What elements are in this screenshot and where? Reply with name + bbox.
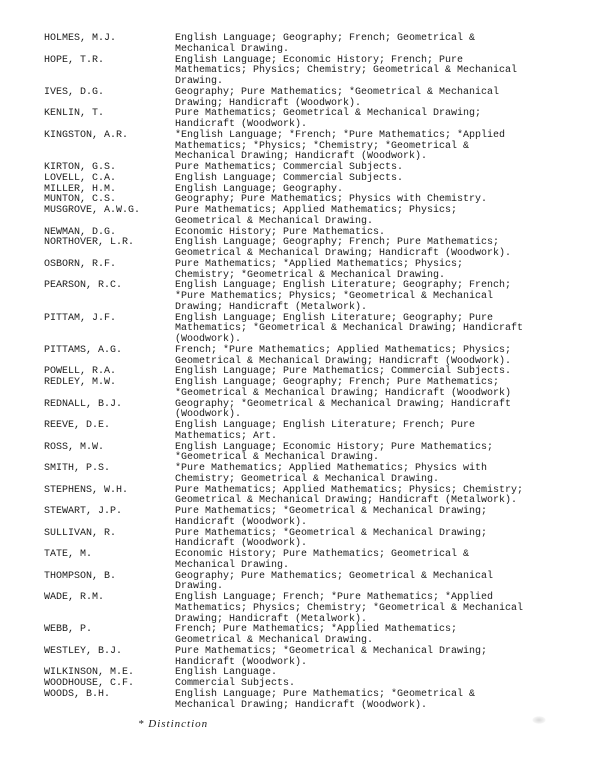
student-name: REDNALL, B.J. <box>44 398 123 410</box>
list-item <box>44 109 564 131</box>
subject-list: Pure Mathematics; Applied Mathematics; Physics; Geometrical & Mechanical Drawing. <box>175 205 458 227</box>
list-item <box>44 572 564 594</box>
list-item <box>44 88 564 110</box>
results-list <box>44 34 564 711</box>
subject-list: Economic History; Pure Mathematics; Geometrical & Mechanical Drawing. <box>175 549 470 571</box>
subject-list: English Language; Economic History; French; Pure Mathematics; Physics; Chemistry; Geometrical & Mechanical Drawing. <box>175 54 518 87</box>
subject-list: Pure Mathematics; *Geometrical & Mechanical Drawing; Handicraft (Woodwork). <box>175 527 488 550</box>
list-item <box>44 34 564 56</box>
student-name: NORTHOVER, L.R. <box>44 237 135 249</box>
student-name: KIRTON, G.S. <box>44 162 117 173</box>
student-name: TATE, M. <box>44 549 93 560</box>
list-item <box>44 443 564 465</box>
list-item <box>44 464 564 486</box>
student-name: WESTLEY, B.J. <box>44 645 123 657</box>
student-name: MUSGROVE, A.W.G. <box>44 205 141 216</box>
subject-list: Geography; Pure Mathematics; Physics with Chemistry. <box>175 194 488 206</box>
student-name: MUNTON, C.S. <box>44 194 117 206</box>
list-item <box>44 400 564 422</box>
student-name: WOODHOUSE, C.F. <box>44 678 135 689</box>
list-item <box>44 593 564 625</box>
student-name: STEWART, J.P. <box>44 506 123 517</box>
list-item <box>44 346 564 368</box>
student-name: OSBORN, R.F. <box>44 258 117 270</box>
subject-list: Geography; Pure Mathematics; Geometrical & Mechanical Drawing. <box>175 570 494 593</box>
subject-list: English Language; Pure Mathematics; Commercial Subjects. <box>175 366 512 378</box>
subject-list: *English Language; *French; *Pure Mathematics; *Applied Mathematics; *Physics; *Chemistry; *Geometrical & Mechanical Drawing; Handicraft (Woodwork). <box>175 129 506 163</box>
student-name: ROSS, M.W. <box>44 441 105 453</box>
list-item <box>44 131 564 163</box>
list-item <box>44 314 564 346</box>
list-item <box>44 529 564 551</box>
list-item <box>44 625 564 647</box>
student-name: HOLMES, M.J. <box>44 33 117 44</box>
student-name: STEPHENS, W.H. <box>44 484 129 496</box>
student-name: SMITH, P.S. <box>44 463 111 474</box>
subject-list: Pure Mathematics; Geometrical & Mechanical Drawing; Handicraft (Woodwork). <box>175 108 482 130</box>
student-name: WADE, R.M. <box>44 592 105 603</box>
student-name: REDLEY, M.W. <box>44 377 117 388</box>
subject-list: Commercial Subjects. <box>175 678 296 689</box>
subject-list: Pure Mathematics; Applied Mathematics; Physics; Chemistry; Geometrical & Mechanical Drawing; Handicraft (Metalwork). <box>175 484 524 507</box>
student-name: WOODS, B.H. <box>44 688 111 700</box>
distinction-footnote: * Distinction <box>138 718 209 730</box>
list-item <box>44 421 564 443</box>
student-name: MILLER, H.M. <box>44 183 117 195</box>
subject-list: Pure Mathematics; Commercial Subjects. <box>175 162 404 173</box>
paper-smudge <box>532 716 546 724</box>
student-name: PEARSON, R.C. <box>44 280 123 292</box>
list-item <box>44 507 564 529</box>
student-name: KENLIN, T. <box>44 108 105 120</box>
subject-list: English Language; English Literature; Geography; Pure Mathematics; *Geometrical & Mechanical Drawing; Handicraft (Woodwork). <box>175 312 524 345</box>
subject-list: English Language; Geography; French; Geometrical & Mechanical Drawing. <box>175 33 476 55</box>
subject-list: English Language; Geography; French; Pure Mathematics; *Geometrical & Mechanical Drawing; Handicraft (Woodwork) <box>175 377 512 399</box>
student-name: NEWMAN, D.G. <box>44 226 117 238</box>
student-name: POWELL, R.A. <box>44 366 117 378</box>
subject-list: Pure Mathematics; *Geometrical & Mechanical Drawing; Handicraft (Woodwork). <box>175 645 488 668</box>
subject-list: French; Pure Mathematics; *Applied Mathematics; Geometrical & Mechanical Drawing. <box>175 624 458 646</box>
list-item <box>44 56 564 88</box>
student-name: SULLIVAN, R. <box>44 527 117 539</box>
subject-list: English Language; English Literature; Geography; French; *Pure Mathematics; Physics; *Geometrical & Mechanical Drawing; Handicraft (Metalwork). <box>175 280 512 313</box>
subject-list: English Language; English Literature; French; Pure Mathematics; Art. <box>175 420 476 442</box>
list-item <box>44 647 564 669</box>
subject-list: *Pure Mathematics; Applied Mathematics; Physics with Chemistry; Geometrical & Mechanical Drawing. <box>175 463 488 485</box>
student-name: WILKINSON, M.E. <box>44 667 135 679</box>
student-name: HOPE, T.R. <box>44 54 105 66</box>
list-item <box>44 260 564 282</box>
list-item <box>44 690 564 712</box>
student-name: REEVE, D.E. <box>44 420 111 431</box>
subject-list: Economic History; Pure Mathematics. <box>175 226 386 238</box>
student-name: IVES, D.G. <box>44 86 105 98</box>
list-item <box>44 206 564 228</box>
list-item <box>44 378 564 400</box>
student-name: WEBB, P. <box>44 624 93 636</box>
student-name: PITTAMS, A.G. <box>44 344 123 356</box>
subject-list: Geography; *Geometrical & Mechanical Drawing; Handicraft (Woodwork). <box>175 398 512 421</box>
student-name: PITTAM, J.F. <box>44 312 117 324</box>
list-item <box>44 486 564 508</box>
subject-list: Pure Mathematics; *Geometrical & Mechanical Drawing; Handicraft (Woodwork). <box>175 506 488 528</box>
subject-list: English Language; Geography. <box>175 183 344 195</box>
list-item <box>44 238 564 260</box>
list-item <box>44 174 564 185</box>
subject-list: Pure Mathematics; *Applied Mathematics; Physics; Chemistry; *Geometrical & Mechanical Drawing. <box>175 258 464 281</box>
list-item <box>44 281 564 313</box>
subject-list: English Language; Economic History; Pure Mathematics; *Geometrical & Mechanical Drawing. <box>175 441 494 464</box>
list-item <box>44 550 564 572</box>
subject-list: English Language; French; *Pure Mathematics; *Applied Mathematics; Physics; Chemistry; *Geometrical & Mechanical Drawing; Handicraft (Metalwork). <box>175 592 524 625</box>
student-name: KINGSTON, A.R. <box>44 129 129 141</box>
subject-list: English Language. <box>175 667 278 679</box>
subject-list: French; *Pure Mathematics; Applied Mathematics; Physics; Geometrical & Mechanical Drawing; Handicraft (Woodwork). <box>175 344 512 367</box>
subject-list: English Language; Pure Mathematics; *Geometrical & Mechanical Drawing; Handicraft (Woodwork). <box>175 688 476 711</box>
student-name: THOMPSON, B. <box>44 570 117 582</box>
subject-list: Geography; Pure Mathematics; *Geometrical & Mechanical Drawing; Handicraft (Woodwork). <box>175 86 500 109</box>
subject-list: English Language; Commercial Subjects. <box>175 172 404 184</box>
student-name: LOVELL, C.A. <box>44 172 117 184</box>
subject-list: English Language; Geography; French; Pure Mathematics; Geometrical & Mechanical Drawing; Handicraft (Woodwork). <box>175 237 512 259</box>
